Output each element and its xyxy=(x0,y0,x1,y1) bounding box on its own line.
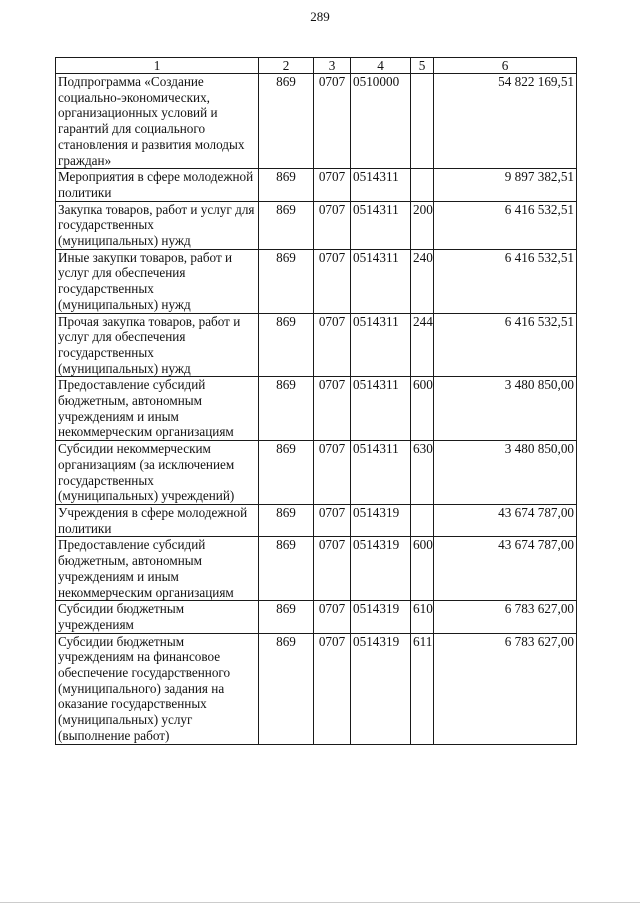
table-row xyxy=(56,601,577,633)
row-ministry-cell: 869 xyxy=(259,74,314,169)
row-section-cell: 0707 xyxy=(314,377,351,441)
row-ministry-cell: 869 xyxy=(259,537,314,601)
row-amount-cell: 43 674 787,00 xyxy=(434,537,577,601)
table-row xyxy=(56,633,577,744)
column-header-ministry: 2 xyxy=(259,58,314,74)
row-target-cell: 0514319 xyxy=(351,504,411,536)
row-name-cell: Прочая закупка товаров, работ и услуг для обеспечения государственных (муниципальных) нужд xyxy=(56,313,259,377)
budget-table xyxy=(55,57,577,745)
table-row xyxy=(56,537,577,601)
table-row xyxy=(56,169,577,201)
row-amount-cell: 9 897 382,51 xyxy=(434,169,577,201)
table-row xyxy=(56,74,577,169)
column-header-section: 3 xyxy=(314,58,351,74)
row-amount-cell: 54 822 169,51 xyxy=(434,74,577,169)
row-type-cell: 600 xyxy=(411,377,434,441)
column-header-name: 1 xyxy=(56,58,259,74)
row-amount-cell: 3 480 850,00 xyxy=(434,441,577,505)
row-ministry-cell: 869 xyxy=(259,249,314,313)
table-row xyxy=(56,201,577,249)
row-type-cell: 611 xyxy=(411,633,434,744)
row-section-cell: 0707 xyxy=(314,169,351,201)
row-section-cell: 0707 xyxy=(314,74,351,169)
row-name-cell: Субсидии бюджетным учреждениям xyxy=(56,601,259,633)
row-section-cell: 0707 xyxy=(314,504,351,536)
row-type-cell: 240 xyxy=(411,249,434,313)
column-header-type: 5 xyxy=(411,58,434,74)
row-section-cell: 0707 xyxy=(314,441,351,505)
row-type-cell xyxy=(411,74,434,169)
page-edge xyxy=(0,902,640,903)
row-name-cell: Субсидии бюджетным учреждениям на финансовое обеспечение государственного (муниципального) задания на оказание государственных (муниципальных) услуг (выполнение работ) xyxy=(56,633,259,744)
row-amount-cell: 6 783 627,00 xyxy=(434,633,577,744)
row-target-cell: 0514311 xyxy=(351,377,411,441)
row-target-cell: 0514311 xyxy=(351,201,411,249)
row-ministry-cell: 869 xyxy=(259,504,314,536)
row-type-cell: 630 xyxy=(411,441,434,505)
column-header-target: 4 xyxy=(351,58,411,74)
table-row xyxy=(56,504,577,536)
row-section-cell: 0707 xyxy=(314,633,351,744)
row-ministry-cell: 869 xyxy=(259,633,314,744)
row-type-cell xyxy=(411,169,434,201)
row-type-cell: 200 xyxy=(411,201,434,249)
row-target-cell: 0514319 xyxy=(351,601,411,633)
row-section-cell: 0707 xyxy=(314,537,351,601)
row-target-cell: 0514311 xyxy=(351,441,411,505)
page-number: 289 xyxy=(310,9,330,24)
row-type-cell: 610 xyxy=(411,601,434,633)
table-body xyxy=(56,74,577,745)
row-ministry-cell: 869 xyxy=(259,441,314,505)
table-row xyxy=(56,441,577,505)
row-name-cell: Учреждения в сфере молодежной политики xyxy=(56,504,259,536)
row-name-cell: Субсидии некоммерческим организациям (за исключением государственных (муниципальных) учреждений) xyxy=(56,441,259,505)
row-type-cell: 244 xyxy=(411,313,434,377)
row-amount-cell: 6 416 532,51 xyxy=(434,313,577,377)
row-ministry-cell: 869 xyxy=(259,169,314,201)
row-section-cell: 0707 xyxy=(314,313,351,377)
table-header-row xyxy=(56,58,577,74)
row-amount-cell: 6 416 532,51 xyxy=(434,201,577,249)
row-amount-cell: 6 783 627,00 xyxy=(434,601,577,633)
row-target-cell: 0514319 xyxy=(351,633,411,744)
table-row xyxy=(56,313,577,377)
row-section-cell: 0707 xyxy=(314,249,351,313)
row-name-cell: Подпрограмма «Создание социально-экономических, организационных условий и гарантий для социального становления и развития молодых граждан» xyxy=(56,74,259,169)
row-ministry-cell: 869 xyxy=(259,313,314,377)
row-amount-cell: 6 416 532,51 xyxy=(434,249,577,313)
row-name-cell: Предоставление субсидий бюджетным, автономным учреждениям и иным некоммерческим организациям xyxy=(56,377,259,441)
row-amount-cell: 43 674 787,00 xyxy=(434,504,577,536)
row-target-cell: 0514311 xyxy=(351,313,411,377)
table-row xyxy=(56,249,577,313)
row-ministry-cell: 869 xyxy=(259,601,314,633)
row-type-cell xyxy=(411,504,434,536)
row-section-cell: 0707 xyxy=(314,601,351,633)
row-target-cell: 0514311 xyxy=(351,249,411,313)
row-target-cell: 0510000 xyxy=(351,74,411,169)
row-name-cell: Мероприятия в сфере молодежной политики xyxy=(56,169,259,201)
row-ministry-cell: 869 xyxy=(259,377,314,441)
column-header-amount: 6 xyxy=(434,58,577,74)
row-target-cell: 0514311 xyxy=(351,169,411,201)
row-name-cell: Предоставление субсидий бюджетным, автономным учреждениям и иным некоммерческим организациям xyxy=(56,537,259,601)
row-type-cell: 600 xyxy=(411,537,434,601)
row-section-cell: 0707 xyxy=(314,201,351,249)
row-ministry-cell: 869 xyxy=(259,201,314,249)
row-amount-cell: 3 480 850,00 xyxy=(434,377,577,441)
row-name-cell: Закупка товаров, работ и услуг для государственных (муниципальных) нужд xyxy=(56,201,259,249)
row-name-cell: Иные закупки товаров, работ и услуг для обеспечения государственных (муниципальных) нужд xyxy=(56,249,259,313)
row-target-cell: 0514319 xyxy=(351,537,411,601)
table-row xyxy=(56,377,577,441)
